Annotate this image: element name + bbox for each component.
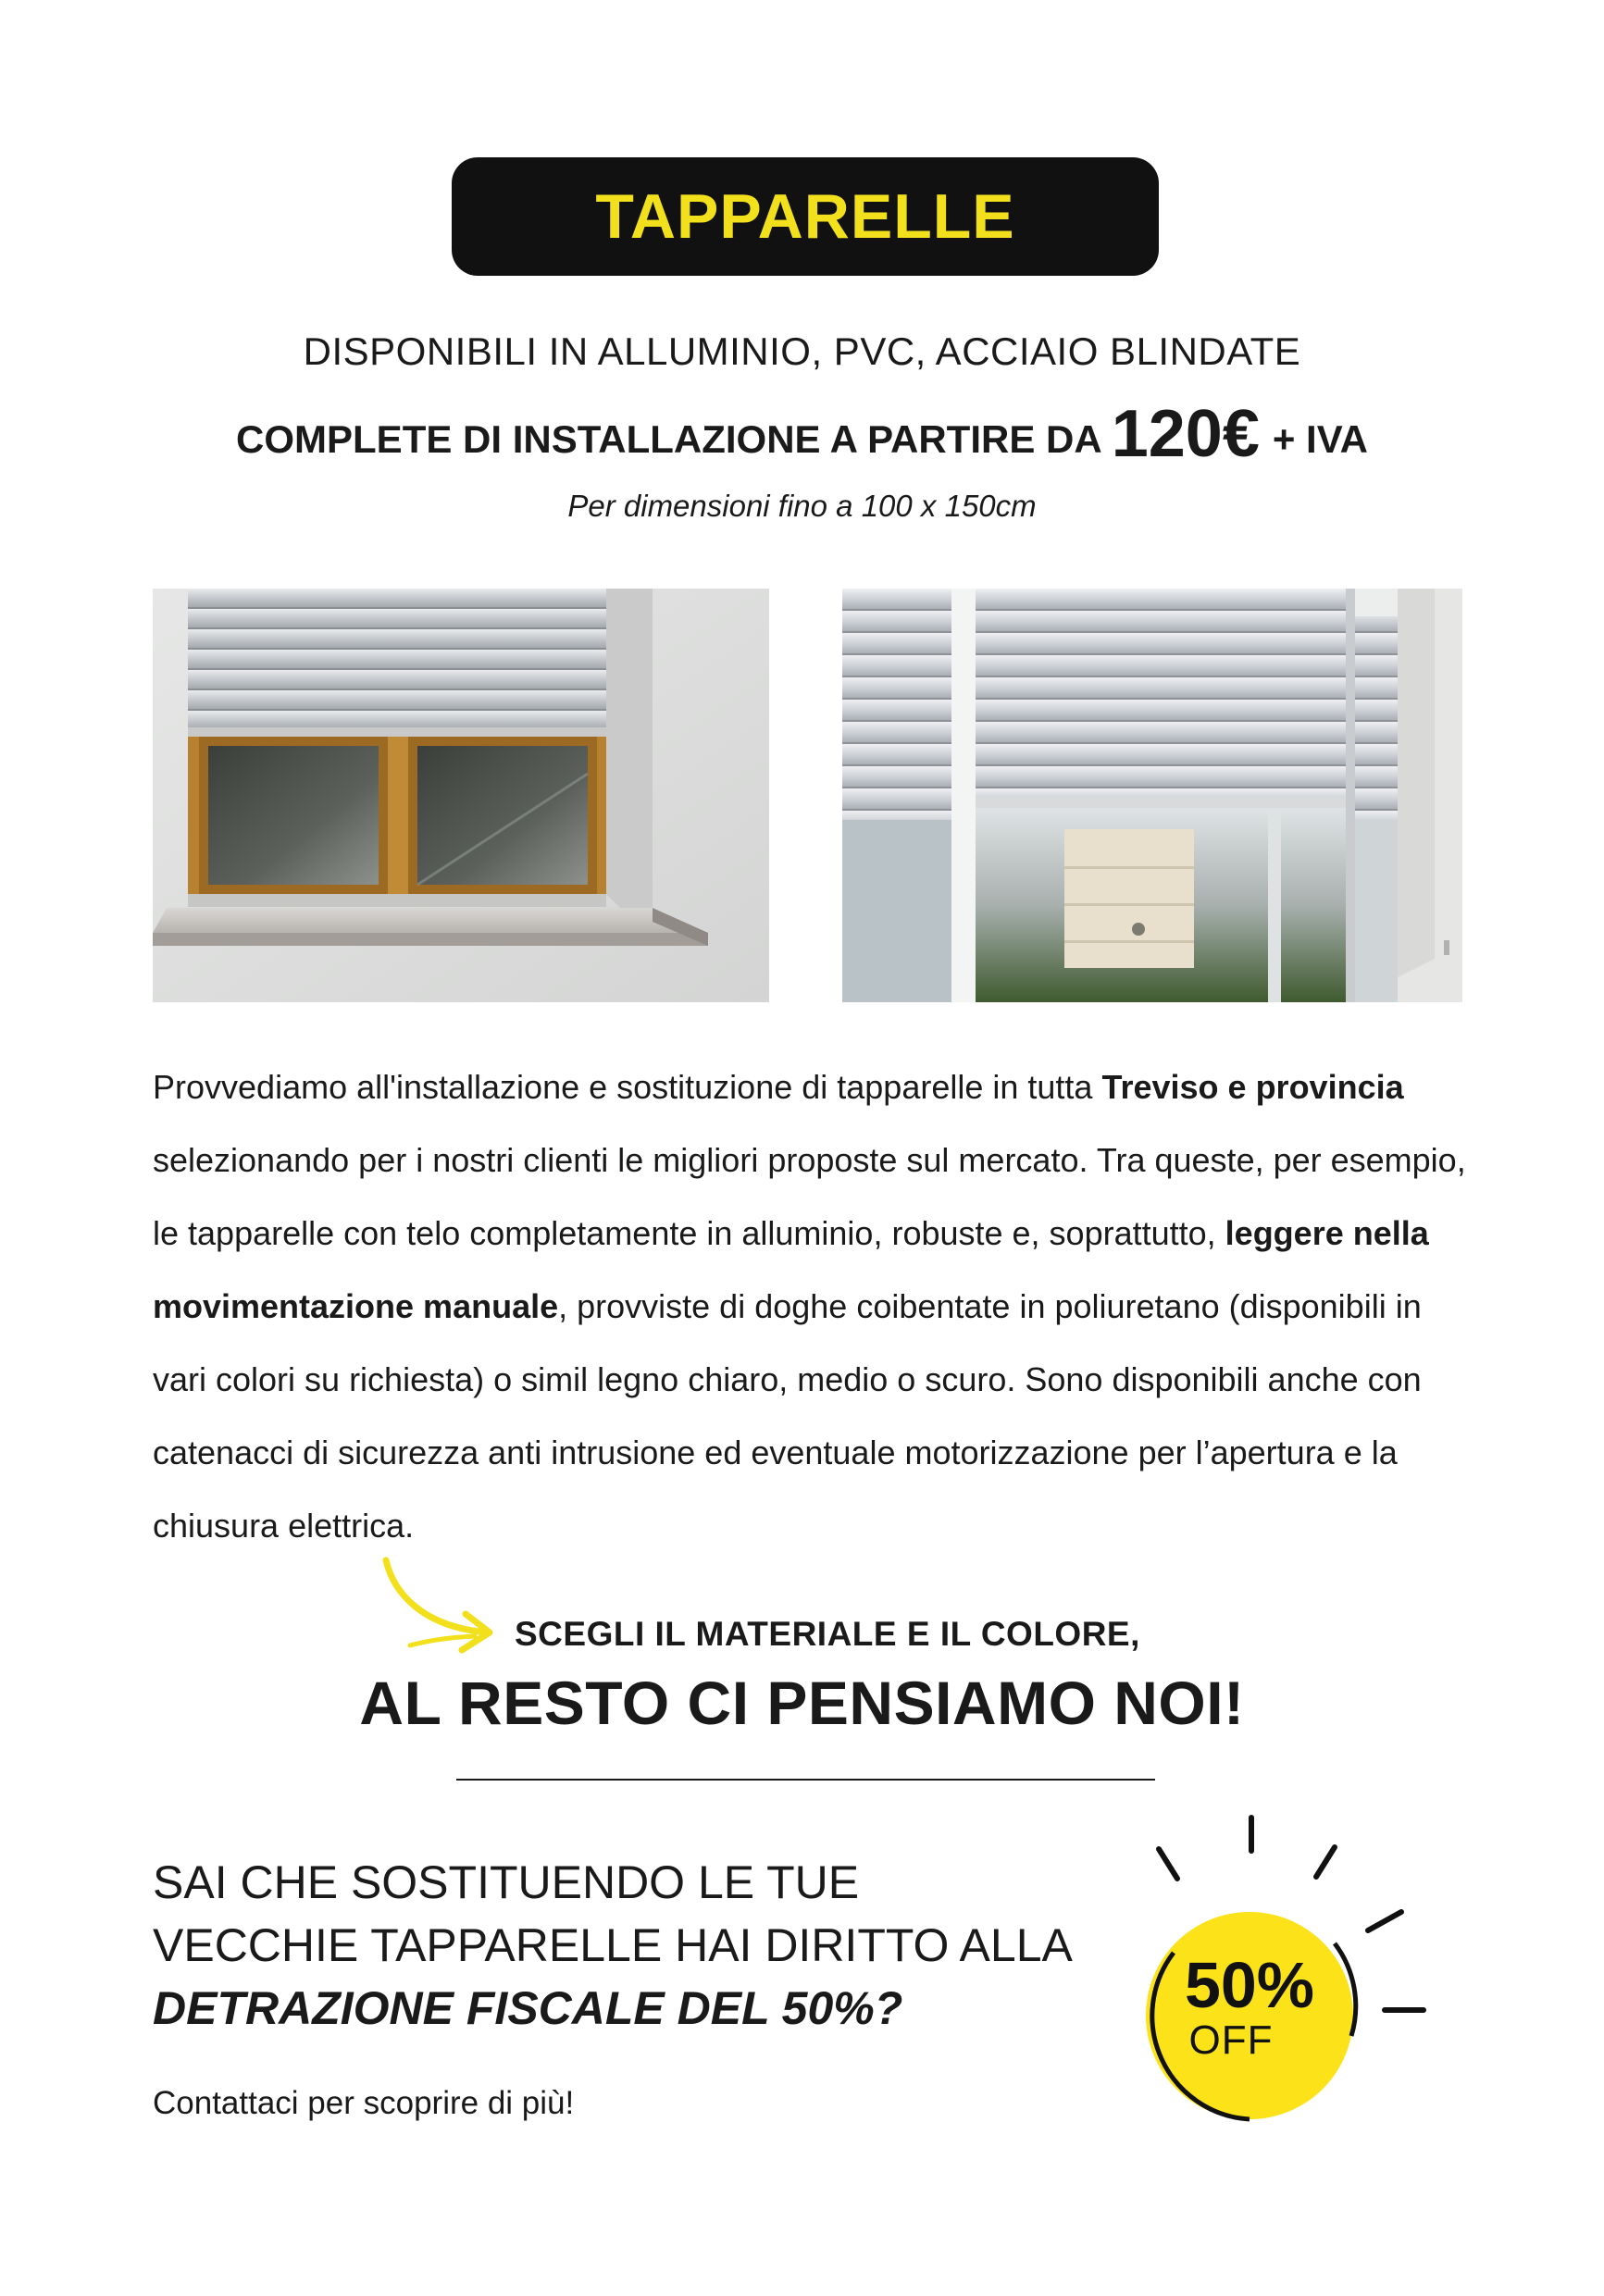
price-line-text: COMPLETE DI INSTALLAZIONE A PARTIRE DA: [236, 417, 1102, 461]
question-line-1: SAI CHE SOSTITUENDO LE TUE: [153, 1856, 860, 1908]
question-line-2: VECCHIE TAPPARELLE HAI DIRITTO ALLA: [153, 1919, 1073, 1971]
cta-subtitle: SCEGLI IL MATERIALE E IL COLORE,: [515, 1615, 1140, 1653]
price-line: [0, 396, 1604, 472]
photo-window-shutter: [153, 589, 769, 1002]
title-banner: [452, 157, 1159, 276]
size-note: Per dimensioni fino a 100 x 150cm: [567, 489, 1037, 523]
cta-headline: AL RESTO CI PENSIAMO NOI!: [359, 1669, 1245, 1737]
price-value: 120€: [1111, 397, 1260, 471]
badge-percent: 50%: [1184, 1949, 1315, 2021]
arrow-icon: [366, 1555, 500, 1661]
contact-text: Contattaci per scoprire di più!: [153, 2085, 575, 2121]
question-line-3: DETRAZIONE FISCALE DEL 50%?: [153, 1982, 903, 2034]
badge-off: OFF: [1188, 2017, 1274, 2063]
divider: [456, 1779, 1155, 1781]
page-title: TAPPARELLE: [595, 181, 1015, 252]
description-paragraph: [153, 1050, 1467, 1562]
body-text-2: selezionando per i nostri clienti le migliori proposte sul mercato. Tra queste, per esempio, le tapparelle con telo completamente in alluminio, robuste e, soprattutto,: [153, 1141, 1466, 1252]
body-bold-feature: leggere nella movimentazione manuale: [153, 1214, 1429, 1325]
body-text-1: Provvediamo all'installazione e sostituzione di tapparelle in tutta: [153, 1068, 1102, 1106]
body-text-3: , provviste di doghe coibentate in poliuretano (disponibili in vari colori su richiesta) o simil legno chiaro, medio o scuro. Sono disponibili anche con catenacci di sicurezza anti intrusione ed eventuale motorizzazione per l’apertura e la chiusura elettrica.: [153, 1287, 1422, 1545]
price-iva: + IVA: [1272, 417, 1368, 461]
photo-sliding-shutter: [842, 589, 1462, 1002]
body-bold-location: Treviso e provincia: [1101, 1068, 1404, 1106]
materials-line: DISPONIBILI IN ALLUMINIO, PVC, ACCIAIO BLINDATE: [303, 329, 1301, 373]
